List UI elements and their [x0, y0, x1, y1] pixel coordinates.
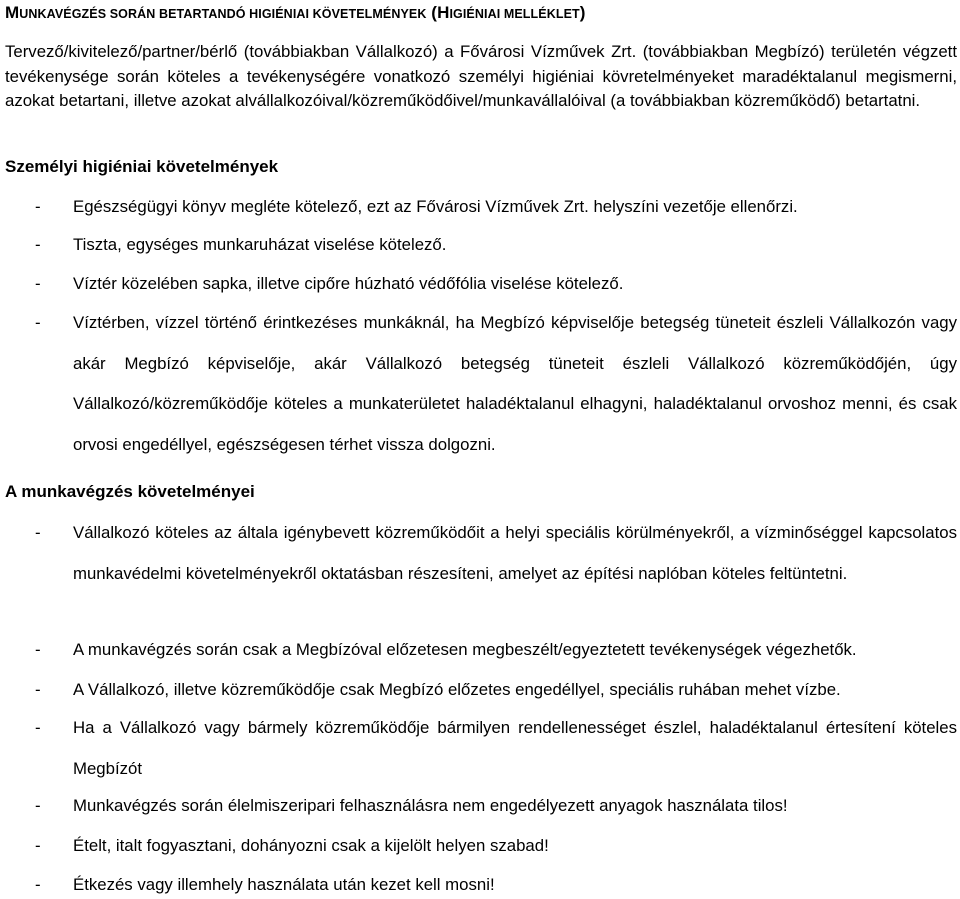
list-item [5, 875, 957, 895]
list-item-text: Tiszta, egységes munkaruházat viselése kötelező. [73, 235, 447, 254]
section-heading-work-requirements: A munkavégzés követelményei [5, 482, 255, 501]
title-sub-initial: H [437, 3, 450, 22]
list-item [5, 640, 957, 660]
title-paren-close: ) [579, 3, 586, 22]
list-dash: - [35, 875, 41, 894]
list-item-text: Víztérben, vízzel történő érintkezéses munkáknál, ha Megbízó képviselője betegség tüneteit észleli Vállalkozón vagy akár Megbízó képviselője, akár Vállalkozó betegség tüneteit észleli Vállalkozó közreműködőjén, úgy Vállalkozó/közreműködője köteles a munkaterületet haladéktalanul elhagyni, haladéktalanul orvoshoz menni, és csak orvosi engedéllyel, egészségesen térhet vissza dolgozni. [73, 313, 957, 454]
title-paren-open: ( [426, 3, 438, 22]
list-dash: - [35, 235, 41, 254]
list-item [5, 197, 957, 217]
title-initial: M [5, 3, 20, 22]
list-dash: - [35, 197, 41, 216]
list-item-text: A munkavégzés során csak a Megbízóval előzetesen megbeszélt/egyeztetett tevékenységek végezhetők. [73, 640, 857, 659]
page-title [5, 3, 586, 23]
list-dash: - [35, 836, 41, 855]
list-dash: - [35, 718, 41, 737]
list-dash: - [35, 313, 41, 332]
list-item [5, 513, 957, 594]
list-item [5, 303, 957, 465]
list-item [5, 680, 957, 700]
list-item-text: A Vállalkozó, illetve közreműködője csak Megbízó előzetes engedéllyel, speciális ruhában mehet vízbe. [73, 680, 841, 699]
list-item-text: Ha a Vállalkozó vagy bármely közreműködője bármilyen rendellenességet észlel, haladéktalanul értesítení köteles Megbízót [73, 718, 957, 778]
list-item [5, 836, 957, 856]
title-main-text: UNKAVÉGZÉS SORÁN BETARTANDÓ HIGIÉNIAI KÖVETELMÉNYEK [19, 7, 427, 21]
list-dash: - [35, 640, 41, 659]
list-dash: - [35, 796, 41, 815]
list-item-text: Munkavégzés során élelmiszeripari felhasználásra nem engedélyezett anyagok használata tilos! [73, 796, 788, 815]
list-item [5, 708, 957, 789]
list-item [5, 796, 957, 816]
list-item-text: Egészségügyi könyv megléte kötelező, ezt az Fővárosi Vízművek Zrt. helyszíni vezetője ellenőrzi. [73, 197, 798, 216]
list-dash: - [35, 274, 41, 293]
list-item [5, 235, 957, 255]
list-item-text: Ételt, italt fogyasztani, dohányozni csak a kijelölt helyen szabad! [73, 836, 549, 855]
section-heading-personal-hygiene: Személyi higiéniai követelmények [5, 157, 279, 176]
list-dash: - [35, 680, 41, 699]
intro-paragraph: Tervező/kivitelező/partner/bérlő (továbbiakban Vállalkozó) a Fővárosi Vízművek Zrt. (továbbiakban Megbízó) területén végzett tevékenysége során köteles a tevékenységére vonatkozó személyi higiéniai kövretelményeket maradéktalanul megismerni, azokat betartani, illetve azokat alvállalkozóival/közreműködőivel/munkavállalóival (a továbbiakban közreműködő) betartatni. [5, 42, 957, 110]
list-dash: - [35, 523, 41, 542]
list-item-text: Vállalkozó köteles az általa igénybevett közreműködőit a helyi speciális körülményekről, a vízminőséggel kapcsolatos munkavédelmi követelményekről oktatásban részesíteni, amelyet az építési naplóban köteles feltüntetni. [73, 523, 957, 583]
list-item [5, 274, 957, 294]
list-item-text: Étkezés vagy illemhely használata után kezet kell mosni! [73, 875, 495, 894]
title-sub-text: IGIÉNIAI MELLÉKLET [449, 7, 580, 21]
list-item-text: Víztér közelében sapka, illetve cipőre húzható védőfólia viselése kötelező. [73, 274, 624, 293]
